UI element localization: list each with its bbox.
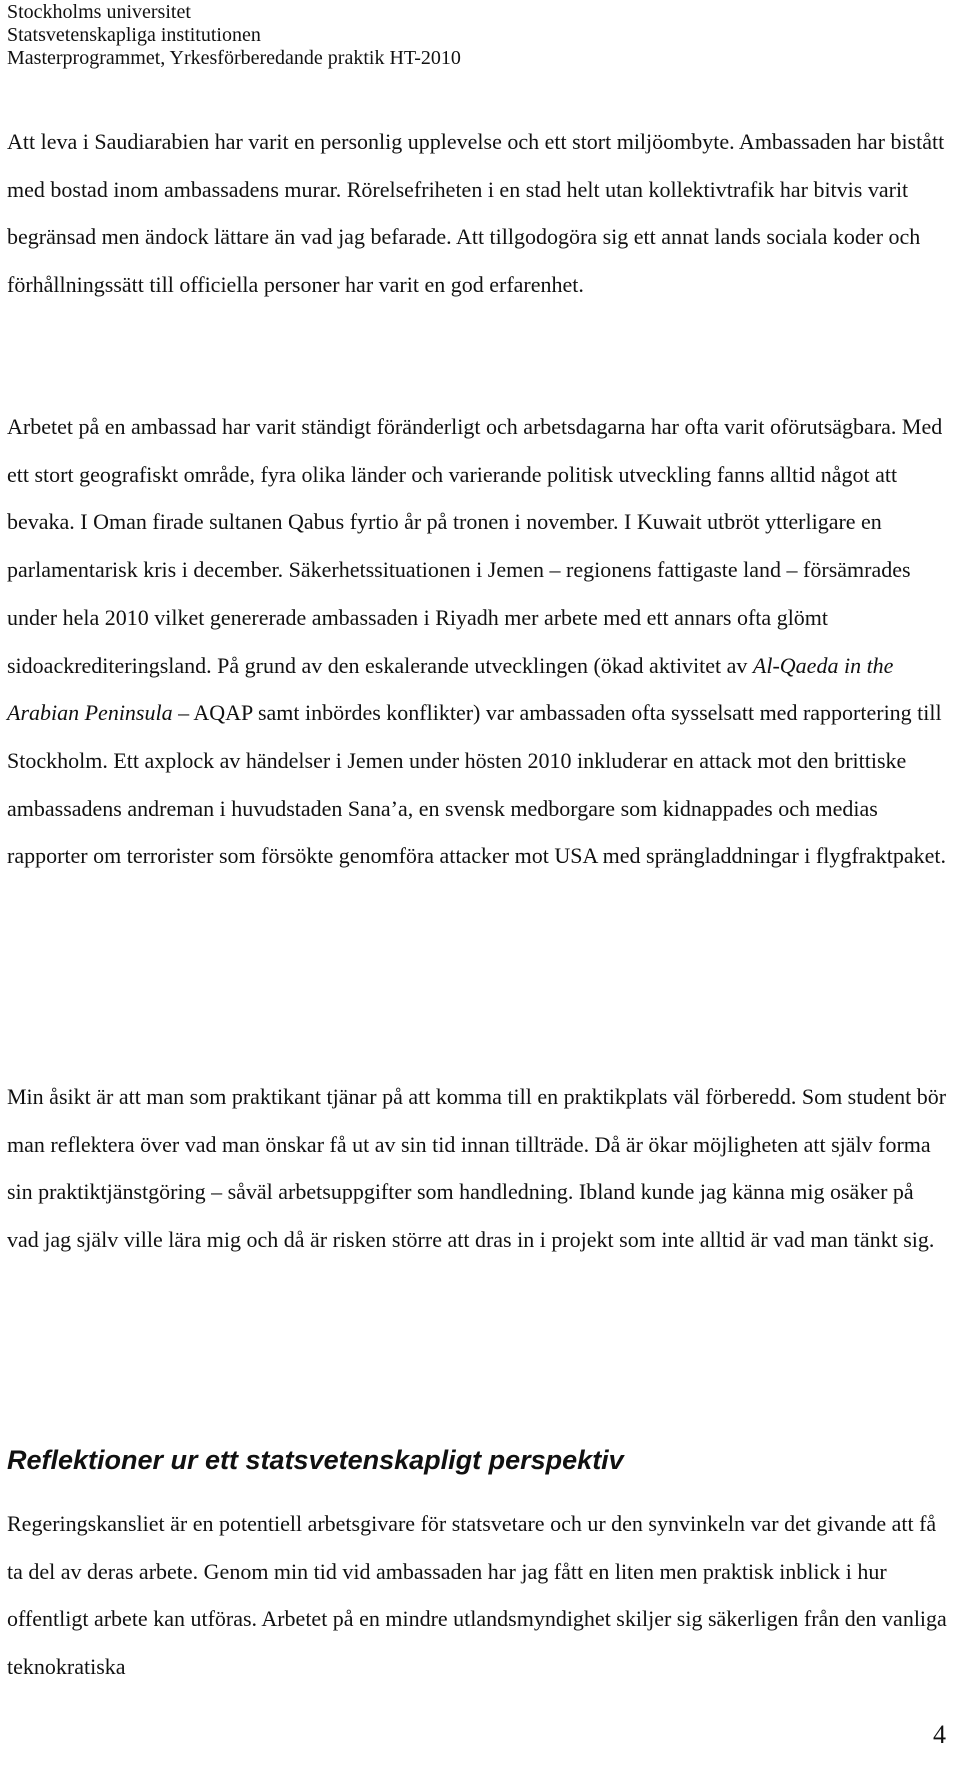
header-department: Statsvetenskapliga institutionen: [7, 24, 261, 46]
paragraph-saudi-experience: Att leva i Saudiarabien har varit en personlig upplevelse och ett stort miljöombyte. Ambassaden har bistått med bostad inom ambassadens murar. Rörelsefriheten i en stad helt utan kollektivtrafik har bitvis varit begränsad men ändock lättare än vad jag befarade. Att tillgodogöra sig ett annat lands sociala koder och förhållningssätt till officiella personer har varit en god erfarenhet.: [7, 129, 945, 298]
header-program: Masterprogrammet, Yrkesförberedande praktik HT-2010: [7, 47, 461, 69]
document-header: [7, 1, 461, 70]
paragraph-text: Arbetet på en ambassad har varit ständigt föränderligt och arbetsdagarna har ofta varit oförutsägbara. Med ett stort geografiskt område, fyra olika länder och varierande politisk utveckling fanns alltid något att bevaka. I Oman firade sultanen Qabus fyrtio år på tronen i november. I Kuwait utbröt ytterligare en parlamentarisk kris i december. Säkerhetssituationen i Jemen – regionens fattigaste land – försämrades under hela 2010 vilket genererade ambassaden i Riyadh mer arbete med ett annars ofta glömt sidoackrediteringsland. På grund av den eskalerande utvecklingen (ökad aktivitet av: [7, 414, 943, 678]
page-number: 4: [933, 1720, 946, 1749]
section-heading: Reflektioner ur ett statsvetenskapligt perspektiv: [7, 1445, 624, 1475]
italic-organization-name: Al-Qaeda in the Arabian Peninsula: [7, 652, 894, 726]
paragraph-political-science-perspective: Regeringskansliet är en potentiell arbetsgivare för statsvetare och ur den synvinkeln var det givande att få ta del av deras arbete. Genom min tid vid ambassaden har jag fått en liten men praktisk inblick i hur offentligt arbete kan utföras. Arbetet på en mindre utlandsmyndighet skiljer sig säkerligen från den vanliga teknokratiska: [7, 1511, 947, 1680]
paragraph-intern-advice: Min åsikt är att man som praktikant tjänar på att komma till en praktikplats väl förberedd. Som student bör man reflektera över vad man önskar få ut av sin tid innan tillträde. Då är ökar möjligheten att själv forma sin praktiktjänstgöring – såväl arbetsuppgifter som handledning. Ibland kunde jag känna mig osäker på vad jag själv ville lära mig och då är risken större att dras in i projekt som inte alltid är vad man tänkt sig.: [7, 1084, 947, 1253]
header-university: Stockholms universitet: [7, 1, 191, 23]
paragraph-embassy-work: [7, 403, 947, 880]
paragraph-text: – AQAP samt inbördes konflikter) var ambassaden ofta sysselsatt med rapportering till Stockholm. Ett axplock av händelser i Jemen under hösten 2010 inkluderar en attack mot den brittiske ambassadens andreman i huvudstaden Sana’a, en svensk medborgare som kidnappades och medias rapporter om terrorister som försökte genomföra attacker mot USA med sprängladdningar i flygfraktpaket.: [7, 700, 946, 869]
